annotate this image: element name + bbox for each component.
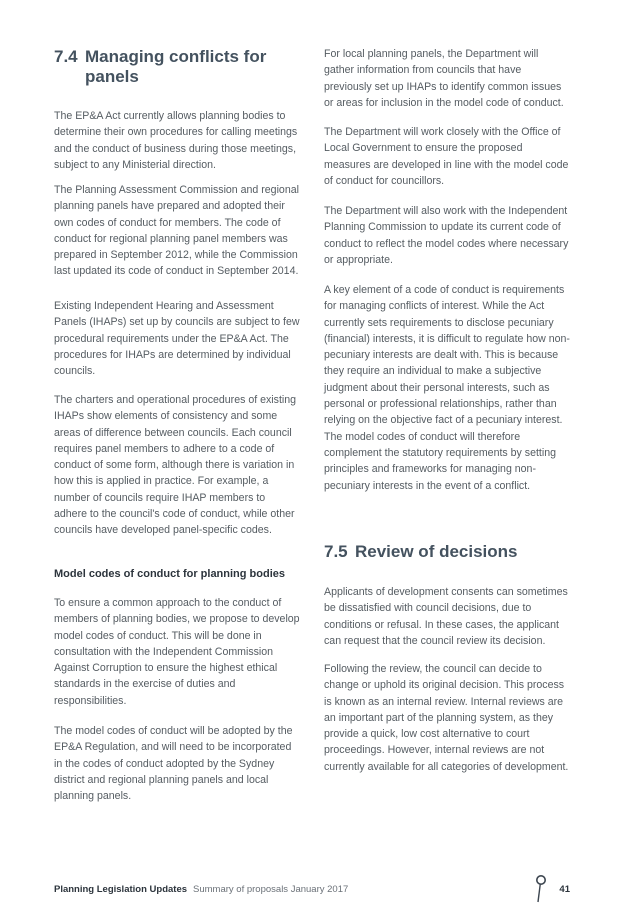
- section-title: Managing conflicts for panels: [85, 47, 267, 86]
- paragraph: The Department will also work with the Independent Planning Commission to update its current code of conduct to reflect the model codes where necessary or appropriate.: [324, 205, 569, 266]
- section-number: 7.5: [324, 542, 348, 561]
- section-heading-7-5: [324, 542, 570, 562]
- paragraph: The charters and operational procedures of existing IHAPs show elements of consistency and some areas of difference between councils. Each council requires panel members to adhere to a code of conduct of some form, although there is variation in how this is applied in practice. For example, a number of councils require IHAP members to adhere to the council's code of conduct, while other councils have developed panel-specific codes.: [54, 394, 297, 537]
- paragraph: The EP&A Act currently allows planning bodies to determine their own procedures for calling meetings and the conduct of business during those meetings, subject to any Ministerial direction.: [54, 110, 298, 171]
- paragraph: Existing Independent Hearing and Assessment Panels (IHAPs) set up by councils are subject to few procedural requirements under the EP&A Act. The procedures for IHAPs are determined by individual councils.: [54, 300, 300, 378]
- section-title: Review of decisions: [355, 542, 518, 561]
- section-heading-7-4: [54, 47, 300, 87]
- paragraph: Applicants of development consents can sometimes be dissatisfied with council decisions, due to conditions or refusal. In these cases, the applicant can request that the council review its decision.: [324, 586, 568, 647]
- paragraph: Following the review, the council can decide to change or uphold its original decision. This process is known as an internal review. Internal reviews are an important part of the planning system, as they provide a quick, low cost alternative to court proceedings. However, internal reviews are not currently available for all categories of development.: [324, 663, 569, 773]
- paragraph: For local planning panels, the Department will gather information from councils that have previously set up IHAPs to identify common issues or areas for inclusion in the model code of conduct.: [324, 48, 564, 109]
- page-footer: [54, 884, 574, 900]
- map-pin-icon: [534, 874, 548, 904]
- subheading: Model codes of conduct for planning bodies: [54, 568, 285, 580]
- publication-subtitle: Summary of proposals January 2017: [193, 884, 349, 895]
- paragraph: The Department will work closely with the Office of Local Government to ensure the proposed measures are developed in line with the model code of conduct for councillors.: [324, 126, 569, 187]
- paragraph: The model codes of conduct will be adopted by the EP&A Regulation, and will need to be incorporated in the codes of conduct adopted by the Sydney district and regional planning panels and local planning panels.: [54, 725, 293, 803]
- paragraph: A key element of a code of conduct is requirements for managing conflicts of interest. While the Act currently sets requirements to disclose pecuniary (financial) interests, it is difficult to regulate how non-pecuniary interests are dealt with. This is because they require an individual to make a subjective judgment about their personal interests, such as personal or professional relationships, rather than relying on the objective fact of a pecuniary interest. The model codes of conduct will therefore complement the statutory requirements by setting principles and frameworks for managing non-pecuniary interests in the event of a conflict.: [324, 284, 570, 492]
- paragraph: The Planning Assessment Commission and regional planning panels have prepared and adopted their own codes of conduct for members. The code of conduct for regional planning panel members was prepared in September 2012, while the Commission last updated its code of conduct in September 2014.: [54, 184, 299, 278]
- paragraph: To ensure a common approach to the conduct of members of planning bodies, we propose to develop model codes of conduct. This will be done in consultation with the Independent Commission Against Corruption to ensure the highest ethical standards in the exercise of duties and responsibilities.: [54, 597, 300, 707]
- page-number: 41: [559, 884, 570, 895]
- section-number: 7.4: [54, 47, 78, 66]
- publication-title: Planning Legislation Updates: [54, 884, 188, 895]
